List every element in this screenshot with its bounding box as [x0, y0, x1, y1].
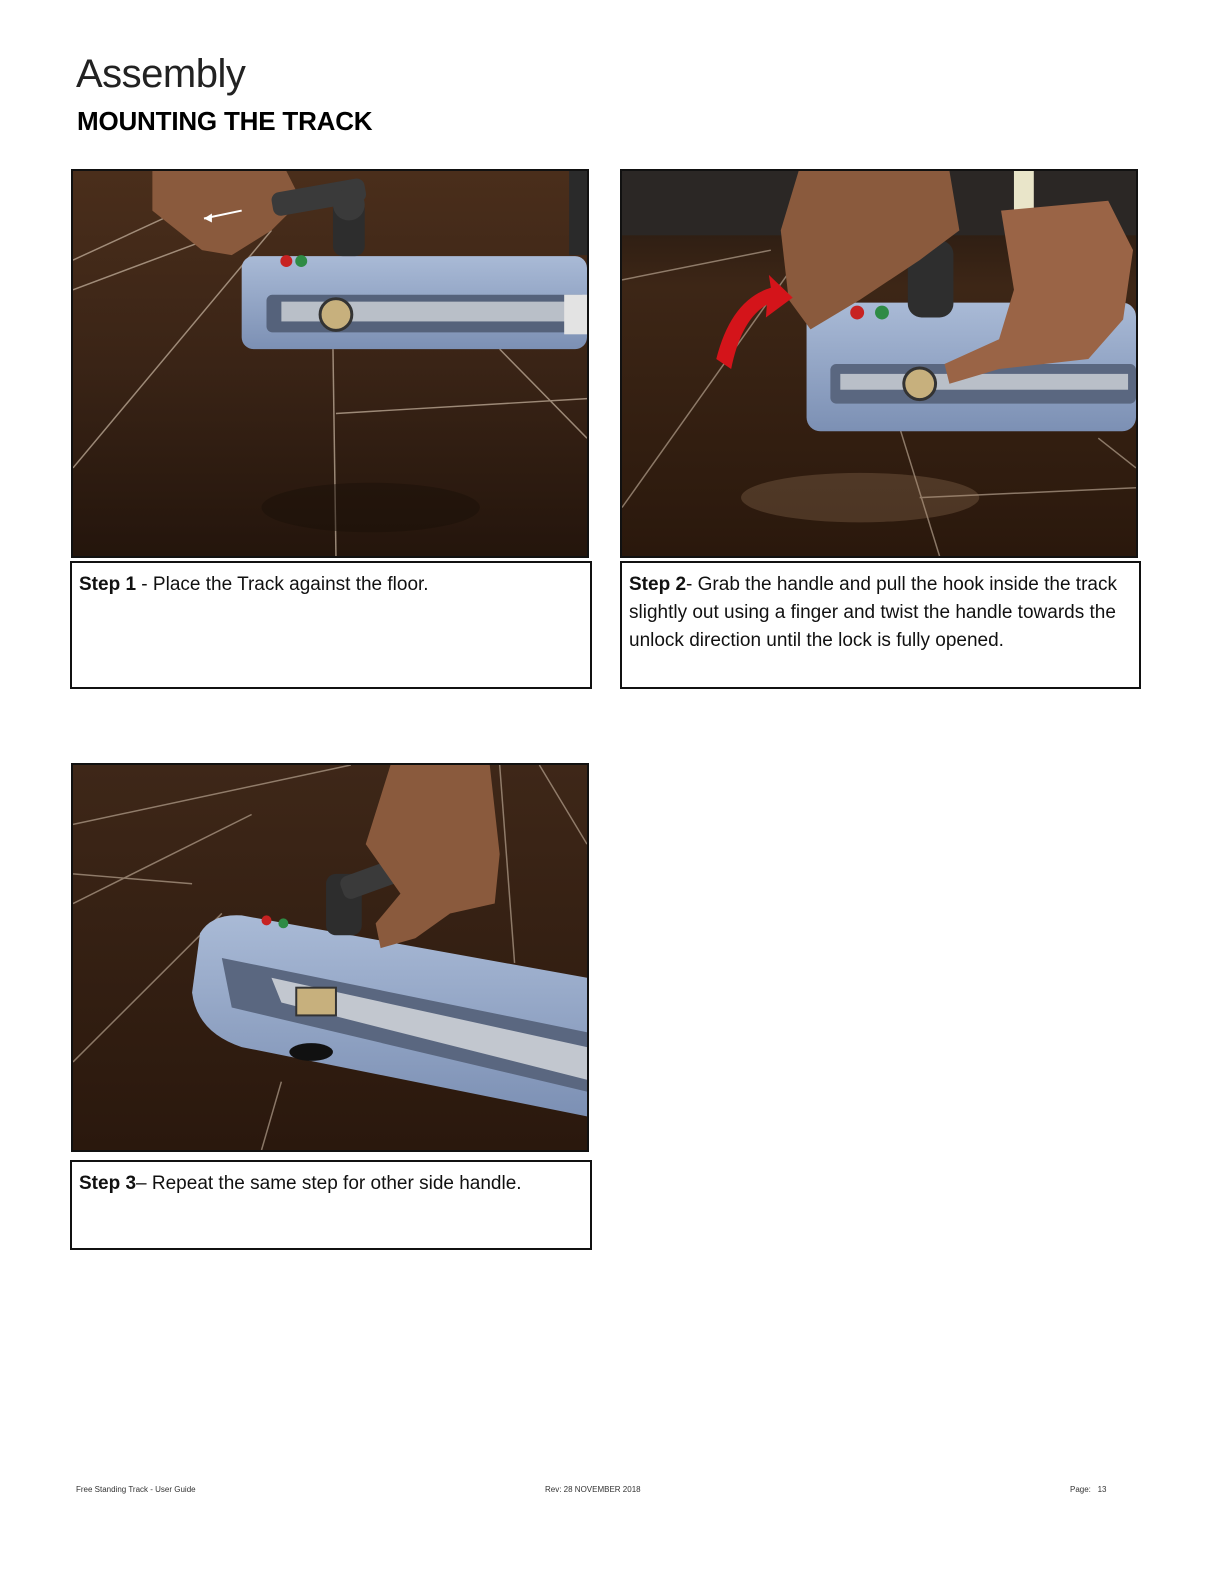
step-2-photo	[620, 169, 1138, 558]
step-2-caption	[620, 561, 1141, 689]
step-3-caption	[70, 1160, 592, 1250]
footer-page-number: Page: 13	[1070, 1485, 1107, 1494]
step-1-text: Place the Track against the floor.	[152, 574, 429, 595]
section-title: Assembly	[76, 52, 246, 96]
subsection-title: MOUNTING THE TRACK	[77, 106, 373, 136]
footer-document-title: Free Standing Track - User Guide	[76, 1485, 196, 1494]
step-2-label: Step 2	[629, 574, 687, 595]
step-2-separator: -	[686, 574, 698, 595]
step-1-separator: -	[136, 574, 153, 595]
step-1-photo	[71, 169, 589, 558]
step-2-text: Grab the handle and pull the hook inside the track slightly out using a finger and twist the handle towards the unlock direction until the lock is fully opened.	[629, 574, 1117, 651]
step-3-text: Repeat the same step for other side handle.	[151, 1173, 522, 1194]
step-1-label: Step 1	[79, 574, 137, 595]
step-3-separator: –	[136, 1173, 152, 1194]
step-1-caption	[70, 561, 592, 689]
step-3-photo	[71, 763, 589, 1152]
footer-revision-date: Rev: 28 NOVEMBER 2018	[545, 1485, 641, 1494]
step-3-label: Step 3	[79, 1173, 137, 1194]
